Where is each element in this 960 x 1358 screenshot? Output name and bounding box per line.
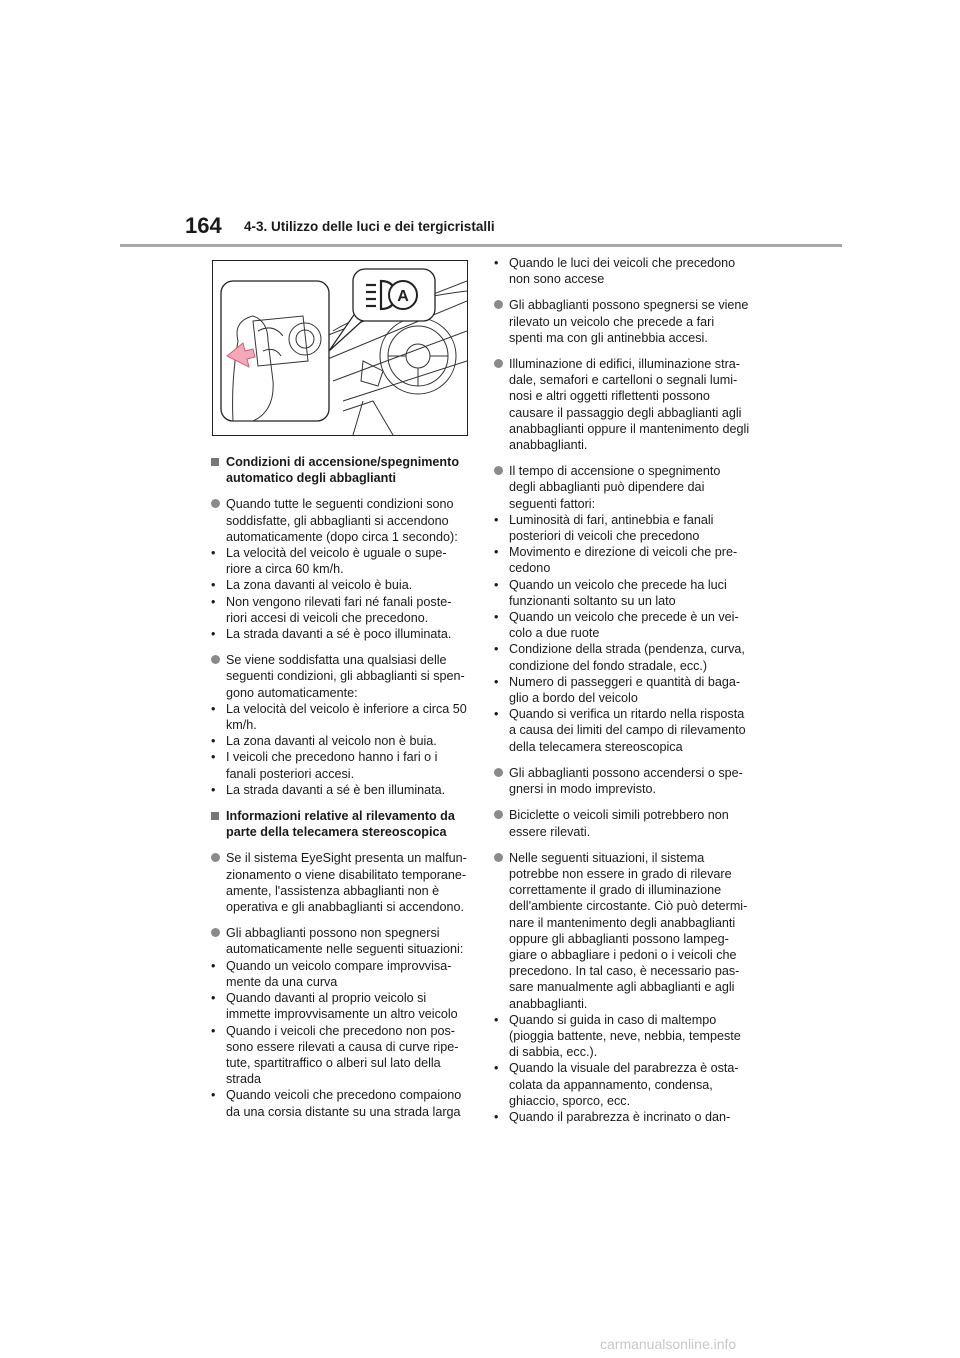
circle-bullet-icon: [494, 300, 503, 309]
circle-bullet-icon: [211, 499, 220, 508]
list-item: • Numero di passeggeri e quantità di baga- glio a bordo del veicolo: [494, 674, 741, 706]
circle-bullet-icon: [211, 853, 220, 862]
paragraph-eyesight-malfunction: Se il sistema EyeSight presenta un malfun- zionamento o viene disabilitato temporane- amente, l'assistenza abbaglianti non è operativa e gli anabbaglianti si accendono.: [211, 850, 471, 915]
list-item: • Quando la visuale del parabrezza è osta- colata da appannamento, condensa, ghiaccio, sporco, ecc.: [494, 1061, 739, 1108]
section-title: 4-3. Utilizzo delle luci e dei tergicristalli: [244, 219, 495, 234]
paragraph-reflective-objects: Illuminazione di edifici, illuminazione stra- dale, semafori e cartelloni o segnali lumi- nosi e altri oggetti riflettenti possono causare il passaggio degli abbaglianti agli anabbaglianti oppure il mantenimento degli anabbaglianti.: [494, 356, 754, 453]
paragraph-timing-factors: Il tempo di accensione o spegnimento degli abbaglianti può dipendere dai seguenti fattori: • Luminosità di fari, antinebbia e fanali posteriori di veicoli che precedono • Movimento e direzione di veicoli che pre- cedono • Quando un veicolo che precede ha luci funzionanti soltanto su un lato • Quando un veicolo che precede è un vei- colo a due ruote • Condizione della strada (pendenza, curva, condizione del fondo stradale, ecc.) • Numero di passeggeri e quantità di baga- glio a bordo del veicolo • Quando si verifica un ritardo nella risposta a causa dei limiti del campo di rilevamento della telecamera stereoscopica: [494, 463, 754, 755]
paragraph-unexpected: Gli abbaglianti possono accendersi o spe- gnersi in modo imprevisto.: [494, 765, 754, 797]
circle-bullet-icon: [211, 928, 220, 937]
heading-camera-detection: Informazioni relative al rilevamento da parte della telecamera stereoscopica: [211, 808, 471, 840]
header-rule: [120, 244, 842, 247]
left-column: [211, 454, 471, 1130]
list-item: • La zona davanti al veicolo è buia.: [211, 578, 413, 593]
list-item: • Condizione della strada (pendenza, curva, condizione del fondo stradale, ecc.): [494, 642, 745, 673]
list-item: • Quando veicoli che precedono compaiono da una corsia distante su una strada larga: [211, 1088, 462, 1119]
square-bullet-icon: [211, 458, 219, 466]
list-item: • La velocità del veicolo è uguale o supe- riore a circa 60 km/h.: [211, 546, 447, 577]
list-item: • Quando i veicoli che precedono non pos- sono essere rilevati a causa di curve ripe- tute, spartitraffico o alberi sul lato della strada: [211, 1023, 459, 1087]
list-item: • Quando il parabrezza è incrinato o dan-: [494, 1109, 731, 1124]
list-item: • Non vengono rilevati fari né fanali poste- riori accesi di veicoli che precedono.: [211, 594, 452, 625]
circle-bullet-icon: [211, 655, 220, 664]
list-item: • Luminosità di fari, antinebbia e fanali posteriori di veicoli che precedono: [494, 512, 714, 544]
list-item: • I veicoli che precedono hanno i fari o i fanali posteriori accesi.: [211, 750, 438, 781]
list-item: • Quando davanti al proprio veicolo si immette improvvisamente un altro veicolo: [211, 991, 458, 1022]
auto-badge-letter: A: [397, 288, 409, 305]
list-item: • Quando un veicolo che precede è un vei- colo a due ruote: [494, 610, 739, 641]
list-item: • La strada davanti a sé è ben illuminata.: [211, 782, 446, 797]
paragraph-ambient-light: Nelle seguenti situazioni, il sistema potrebbe non essere in grado di rilevare correttamente il grado di illuminazione dell'ambiente circostante. Ciò può determi- nare il mantenimento degli anabbaglianti oppure gli abbaglianti possono lampeg- giare o abbagliare i pedoni o i veicoli che precedono. In tal caso, è necessario pas- sare manualmente agli abbaglianti e agli anabbaglianti. • Quando si guida in caso di maltempo (pioggia battente, neve, nebbia, tempeste di sabbia, ecc.). • Quando la visuale del parabrezza è osta- colata da appannamento, condensa, ghiaccio, sporco, ecc. • Quando il parabrezza è incrinato o dan-: [494, 850, 754, 1125]
square-bullet-icon: [211, 812, 219, 820]
circle-bullet-icon: [494, 359, 503, 368]
list-item: • Quando un veicolo compare improvvisa- mente da una curva: [211, 958, 452, 989]
list-item: • La velocità del veicolo è inferiore a circa 50 km/h.: [211, 701, 467, 733]
list-item: • Quando si verifica un ritardo nella risposta a causa dei limiti del campo di rilevamento della telecamera stereoscopica: [494, 707, 746, 754]
circle-bullet-icon: [494, 810, 503, 819]
continued-bullet: [494, 255, 754, 287]
paragraph-turn-off-conditions: Se viene soddisfatta una qualsiasi delle seguenti condizioni, gli abbaglianti si spen- gono automaticamente: • La velocità del veicolo è inferiore a circa 50 km/h. • La zona davanti al veicolo non è buia. • I veicoli che precedono hanno i fari o i fanali posteriori accesi. • La strada davanti a sé è ben illuminata.: [211, 652, 471, 798]
right-column: [494, 255, 754, 1135]
circle-bullet-icon: [494, 768, 503, 777]
paragraph-fog-lights: Gli abbaglianti possono spegnersi se viene rilevato un veicolo che precede a fari spenti ma con gli antinebbia accesi.: [494, 297, 754, 346]
circle-bullet-icon: [494, 853, 503, 862]
list-item: • Quando un veicolo che precede ha luci funzionanti soltanto su un lato: [494, 577, 727, 608]
footer-watermark: carmanualsonline.info: [600, 1336, 737, 1352]
list-item: • Movimento e direzione di veicoli che pre- cedono: [494, 545, 738, 576]
page-number: 164: [185, 213, 222, 238]
list-item: • Quando le luci dei veicoli che precedono non sono accese: [494, 256, 736, 287]
paragraph-bicycles: Biciclette o veicoli simili potrebbero non essere rilevati.: [494, 807, 754, 839]
headlight-switch-illustration: [212, 260, 468, 436]
circle-bullet-icon: [494, 466, 503, 475]
paragraph-turn-on-conditions: Quando tutte le seguenti condizioni sono soddisfatte, gli abbaglianti si accendono automaticamente (dopo circa 1 secondo): • La velocità del veicolo è uguale o supe- riore a circa 60 km/h. • La zona davanti al veicolo è buia. • Non vengono rilevati fari né fanali poste- riori accesi di veicoli che precedono. • La strada davanti a sé è poco illuminata.: [211, 496, 471, 642]
heading-auto-conditions: Condizioni di accensione/spegnimento automatico degli abbaglianti: [211, 454, 471, 486]
paragraph-not-turn-off: Gli abbaglianti possono non spegnersi automaticamente nelle seguenti situazioni: • Quando un veicolo compare improvvisa- mente da una curva • Quando davanti al proprio veicolo si immette improvvisamente un altro veicolo • Quando i veicoli che precedono non pos- sono essere rilevati a causa di curve ripe- tute, spartitraffico o alberi sul lato della strada • Quando veicoli che precedono compaiono da una corsia distante su una strada larga: [211, 925, 471, 1119]
list-item: • La strada davanti a sé è poco illuminata.: [211, 627, 452, 642]
list-item: • Quando si guida in caso di maltempo (pioggia battente, neve, nebbia, tempeste di sabbia, ecc.).: [494, 1012, 741, 1060]
list-item: • La zona davanti al veicolo non è buia.: [211, 734, 437, 749]
